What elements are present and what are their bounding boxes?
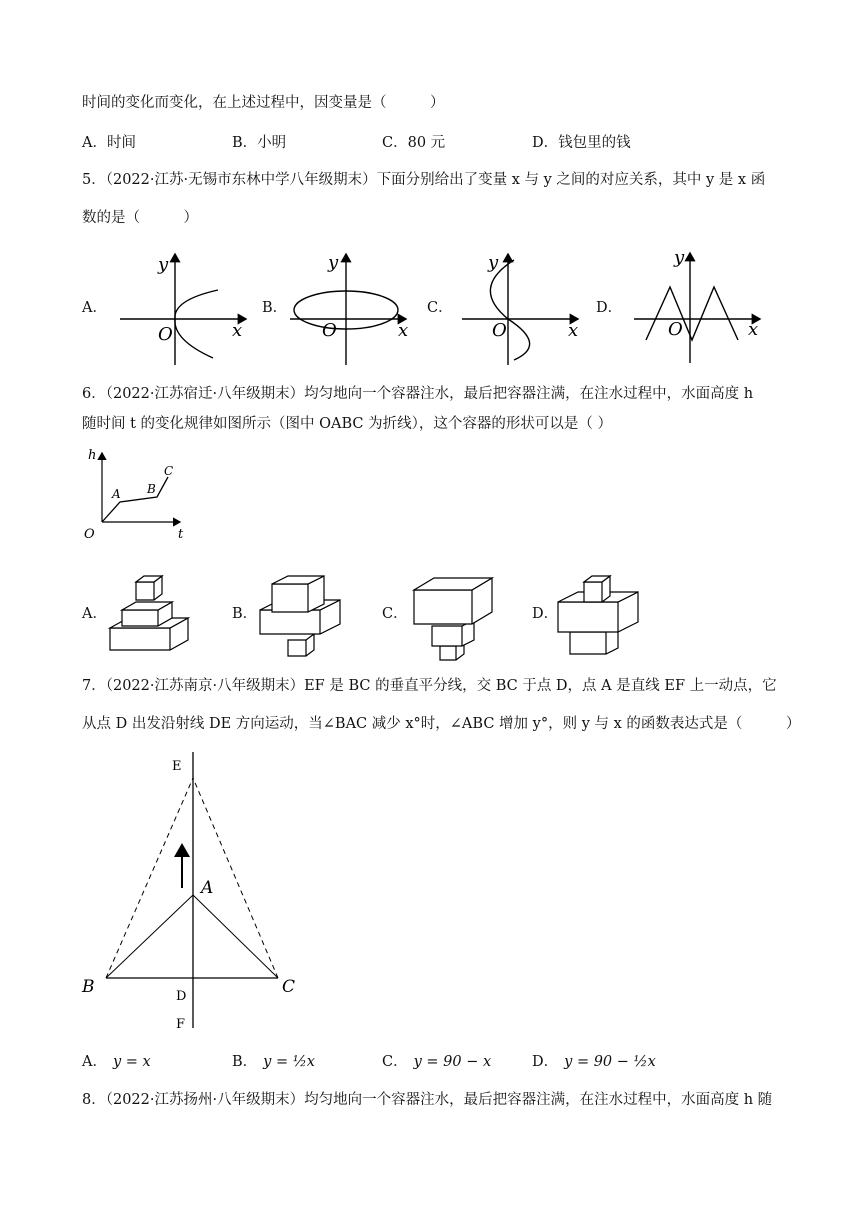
q4-option-a: A．时间: [82, 135, 136, 151]
point-b-label: B: [82, 977, 95, 997]
q5-label-b: B．: [262, 300, 288, 316]
q6-container-a: [108, 570, 198, 660]
origin-label: O: [84, 527, 95, 542]
h-axis-label: h: [88, 448, 97, 463]
q7-figure: [78, 750, 318, 1035]
q5-graph-d: [632, 245, 772, 370]
x-axis-label: x: [398, 320, 409, 341]
point-d-label: D: [176, 989, 187, 1004]
q7-formula-c: y = 90 − x: [413, 1054, 492, 1070]
q4-option-d: D．钱包里的钱: [532, 135, 631, 151]
q5-stem-line2: 数的是（ ）: [82, 210, 198, 226]
point-a-label: A: [112, 487, 121, 501]
q5-label-d: D．: [596, 300, 623, 316]
q7-option-b: B． y = ½x: [232, 1054, 315, 1070]
q6-container-d: [556, 568, 646, 663]
q7-formula-d: y = 90 − ½x: [564, 1054, 656, 1070]
point-b-label: B: [147, 482, 156, 496]
q6-stem-line2: 随时间 t 的变化规律如图所示（图中 OABC 为折线），这个容器的形状可以是（ ）: [82, 416, 612, 432]
q7-stem-line1: 7．（2022·江苏南京·八年级期末）EF 是 BC 的垂直平分线，交 BC 于点 D，点 A 是直线 EF 上一动点，它: [82, 678, 777, 694]
x-axis-label: x: [568, 320, 579, 341]
point-e-label: E: [172, 759, 182, 774]
origin-label: O: [158, 324, 173, 345]
x-axis-label: x: [748, 319, 759, 340]
q7-option-a: A． y = x: [82, 1054, 151, 1070]
y-axis-label: y: [328, 252, 339, 273]
q6-label-d: D．: [532, 606, 559, 622]
q7-formula-b: y = ½x: [263, 1054, 315, 1070]
q6-container-b: [258, 570, 348, 665]
q5-stem-line1: 5．（2022·江苏·无锡市东林中学八年级期末）下面分别给出了变量 x 与 y 之间的对应关系，其中 y 是 x 函: [82, 172, 766, 188]
point-f-label: F: [176, 1017, 186, 1032]
q6-label-c: C．: [382, 606, 408, 622]
q6-container-c: [410, 568, 500, 668]
point-c-label: C: [282, 977, 296, 997]
q5-graph-a: [118, 250, 258, 370]
q6-height-time-graph: [82, 445, 192, 545]
q6-stem-line1: 6．（2022·江苏宿迁·八年级期末）均匀地向一个容器注水，最后把容器注满，在注水过程中，水面高度 h: [82, 386, 754, 402]
q4-text: 时间的变化而变化，在上述过程中，因变量是（ ）: [82, 95, 445, 111]
q6-label-b: B．: [232, 606, 258, 622]
point-c-label: C: [164, 464, 174, 478]
q8-stem-line1: 8．（2022·江苏扬州·八年级期末）均匀地向一个容器注水，最后把容器注满，在注水过程中，水面高度 h 随: [82, 1092, 773, 1108]
x-axis-label: x: [232, 320, 243, 341]
q5-graph-b: [288, 250, 418, 370]
q5-label-a: A．: [82, 300, 107, 316]
q7-option-c: C． y = 90 − x: [382, 1054, 492, 1070]
origin-label: O: [492, 320, 507, 341]
q4-option-c: C．80 元: [382, 135, 446, 151]
origin-label: O: [322, 320, 337, 341]
y-axis-label: y: [158, 254, 169, 275]
q5-label-c: C．: [427, 300, 453, 316]
point-a-label: A: [201, 878, 214, 898]
q7-stem-line2: 从点 D 出发沿射线 DE 方向运动，当∠BAC 减少 x°时，∠ABC 增加 y°，则 y 与 x 的函数表达式是（ ）: [82, 716, 801, 732]
q6-label-a: A．: [82, 606, 107, 622]
q7-option-d: D． y = 90 − ½x: [532, 1054, 656, 1070]
y-axis-label: y: [488, 252, 499, 273]
t-axis-label: t: [178, 527, 184, 542]
y-axis-label: y: [674, 247, 685, 268]
q7-formula-a: y = x: [112, 1054, 151, 1070]
q4-option-b: B．小明: [232, 135, 287, 151]
q5-graph-c: [460, 250, 590, 370]
origin-label: O: [668, 319, 683, 340]
